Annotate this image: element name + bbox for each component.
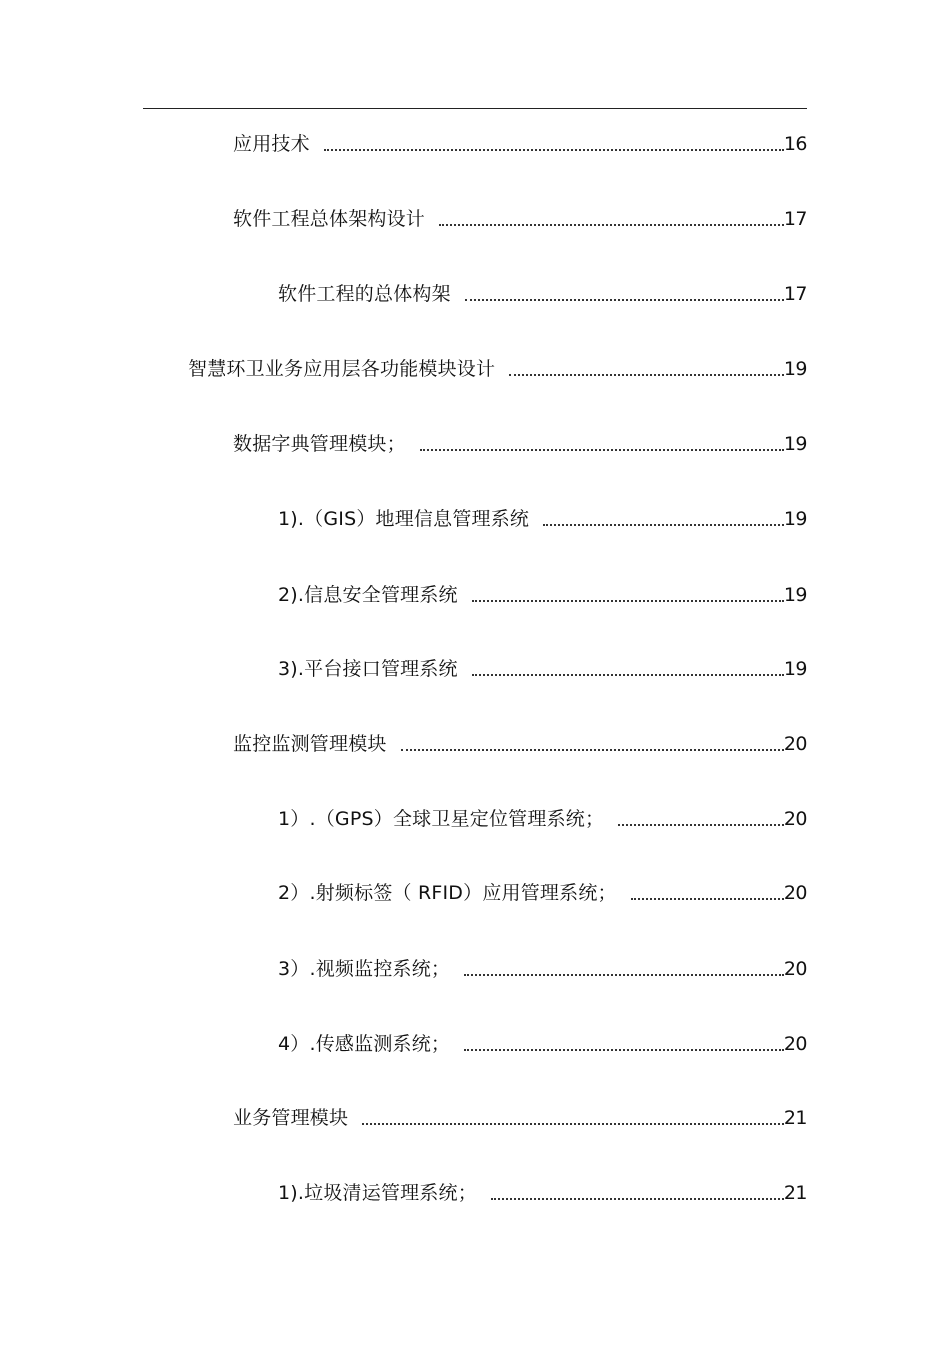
dot-leader — [362, 1104, 784, 1132]
toc-entry-page: 20 — [783, 958, 807, 980]
dot-leader — [543, 505, 784, 533]
toc-entry-platform-interface-system[interactable] — [278, 655, 807, 683]
toc-entry-info-security-system[interactable] — [278, 581, 807, 609]
toc-entry-page: 20 — [783, 882, 807, 904]
toc-entry-title: 软件工程总体架构设计 — [233, 208, 426, 230]
toc-entry-video-monitoring-system[interactable] — [278, 955, 807, 983]
toc-entry-functional-module-design[interactable] — [188, 355, 807, 383]
dot-leader — [439, 205, 784, 233]
toc-entry-title: 数据字典管理模块； — [233, 433, 406, 455]
dot-leader — [465, 280, 784, 308]
toc-entry-title: 1）.（GPS）全球卫星定位管理系统； — [278, 808, 605, 830]
toc-entry-page: 19 — [783, 358, 807, 380]
toc-entry-garbage-collection-system[interactable] — [278, 1179, 807, 1207]
toc-entry-page: 17 — [783, 283, 807, 305]
toc-entry-software-overall-framework[interactable] — [278, 280, 807, 308]
dot-leader — [491, 1179, 784, 1207]
dot-leader — [464, 955, 784, 983]
toc-entry-title: 应用技术 — [233, 133, 310, 155]
toc-entry-title: 2）.射频标签（ RFID）应用管理系统； — [278, 882, 617, 904]
toc-entry-title: 3).平台接口管理系统 — [278, 658, 458, 680]
dot-leader — [401, 730, 784, 758]
toc-entry-gis-system[interactable] — [278, 505, 807, 533]
dot-leader — [324, 130, 784, 158]
toc-entry-gps-system[interactable] — [278, 805, 807, 833]
toc-entry-title: 3）.视频监控系统； — [278, 958, 451, 980]
toc-entry-page: 19 — [783, 658, 807, 680]
dot-leader — [472, 655, 784, 683]
toc-entry-page: 20 — [783, 733, 807, 755]
dot-leader — [464, 1030, 784, 1058]
toc-entry-data-dictionary-module[interactable] — [233, 430, 807, 458]
toc-entry-title: 业务管理模块 — [233, 1107, 349, 1129]
toc-entry-page: 19 — [783, 433, 807, 455]
toc-entry-monitoring-module[interactable] — [233, 730, 807, 758]
toc-entry-title: 1).（GIS）地理信息管理系统 — [278, 508, 530, 530]
toc-entry-page: 21 — [783, 1182, 807, 1204]
header-rule — [143, 108, 807, 109]
toc-entry-page: 21 — [783, 1107, 807, 1129]
dot-leader — [420, 430, 784, 458]
dot-leader — [618, 805, 784, 833]
toc-entry-application-tech[interactable] — [233, 130, 807, 158]
toc-entry-title: 监控监测管理模块 — [233, 733, 387, 755]
toc-entry-title: 1).垃圾清运管理系统； — [278, 1182, 477, 1204]
toc-entry-software-architecture-design[interactable] — [233, 205, 807, 233]
toc-entry-title: 软件工程的总体构架 — [278, 283, 451, 305]
dot-leader — [509, 355, 784, 383]
toc-entry-page: 19 — [783, 508, 807, 530]
toc-entry-page: 17 — [783, 208, 807, 230]
toc-entry-title: 4）.传感监测系统； — [278, 1033, 451, 1055]
toc-entry-page: 16 — [783, 133, 807, 155]
toc-entry-business-management-module[interactable] — [233, 1104, 807, 1132]
toc-entry-page: 20 — [783, 808, 807, 830]
toc-entry-title: 2).信息安全管理系统 — [278, 584, 458, 606]
toc-entry-title: 智慧环卫业务应用层各功能模块设计 — [188, 358, 496, 380]
toc-entry-sensor-monitoring-system[interactable] — [278, 1030, 807, 1058]
toc-entry-rfid-system[interactable] — [278, 879, 807, 907]
dot-leader — [472, 581, 784, 609]
toc-entry-page: 19 — [783, 584, 807, 606]
dot-leader — [631, 879, 784, 907]
toc-entry-page: 20 — [783, 1033, 807, 1055]
